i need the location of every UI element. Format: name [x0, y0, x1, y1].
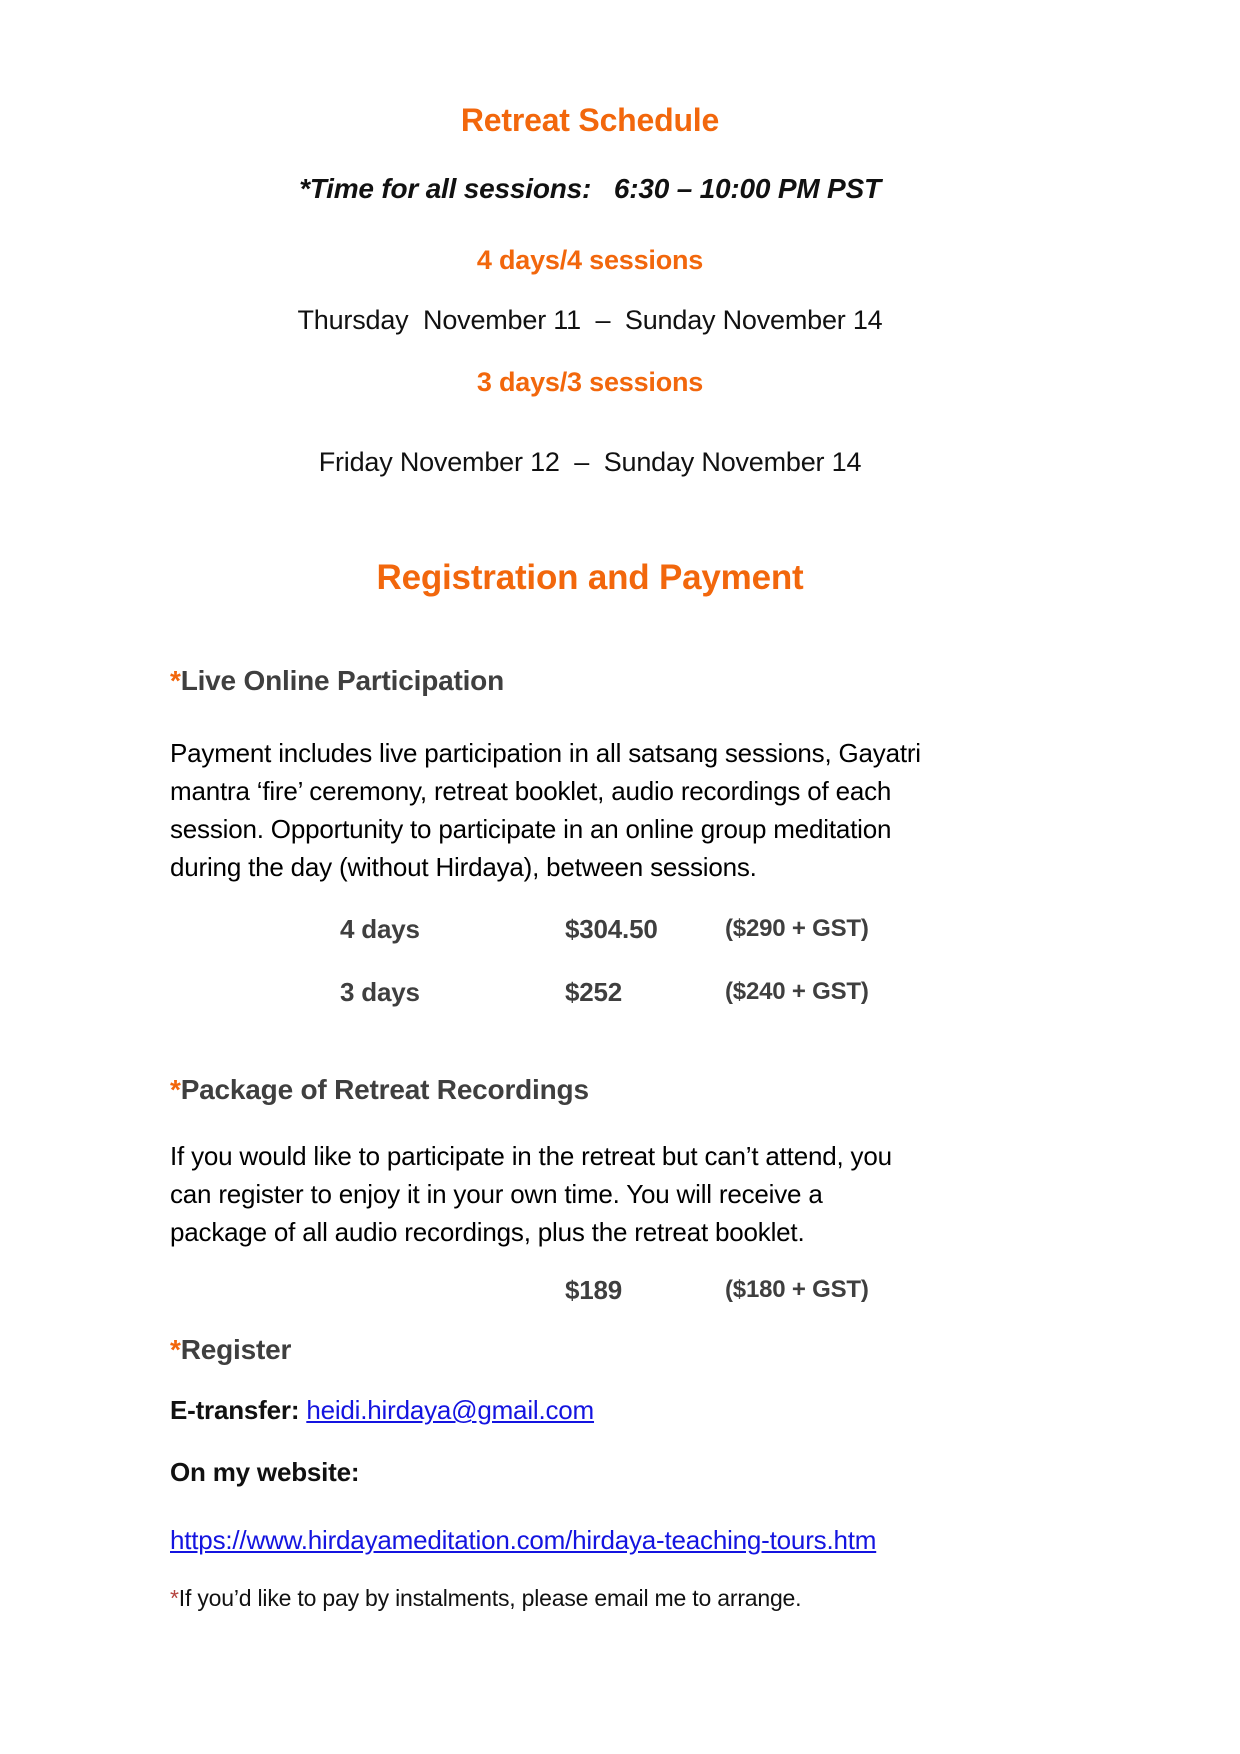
- price-row-3-days: [340, 975, 1010, 1009]
- package-recordings-label: Package of Retreat Recordings: [180, 1074, 589, 1105]
- session-time-note: *Time for all sessions: 6:30 – 10:00 PM PST: [299, 173, 881, 204]
- website-label: On my website:: [170, 1457, 360, 1487]
- asterisk-marker: *: [170, 1074, 181, 1105]
- website-url-link[interactable]: https://www.hirdayameditation.com/hirdaya-teaching-tours.htm: [170, 1525, 877, 1555]
- option-4-days-label: 4 days/4 sessions: [476, 245, 704, 275]
- registration-payment-title: Registration and Payment: [376, 558, 804, 597]
- price-row-recordings: [340, 1273, 1010, 1307]
- price-note: ($290 + GST): [725, 915, 869, 942]
- price-label: 4 days: [340, 914, 420, 944]
- instalments-text: If you’d like to pay by instalments, please email me to arrange.: [178, 1585, 802, 1611]
- paragraph-line: package of all audio recordings, plus the retreat booklet.: [170, 1217, 805, 1247]
- recordings-paragraph: [170, 1137, 1010, 1251]
- asterisk-marker: *: [170, 665, 181, 696]
- paragraph-line: can register to enjoy it in your own time. You will receive a: [170, 1179, 823, 1209]
- option-4-days-dates: Thursday November 11 – Sunday November 14: [297, 305, 883, 335]
- website-url-line: [170, 1523, 1010, 1557]
- etransfer-email-link[interactable]: heidi.hirdaya@gmail.com: [306, 1395, 595, 1425]
- price-amount: $189: [565, 1275, 623, 1305]
- price-row-4-days: [340, 912, 1010, 946]
- live-online-participation-label: Live Online Participation: [180, 665, 504, 696]
- price-label: [340, 1273, 565, 1307]
- live-participation-paragraph: [170, 734, 1010, 886]
- paragraph-line: Payment includes live participation in all satsang sessions, Gayatri: [170, 738, 921, 768]
- document-content: [170, 0, 1010, 1613]
- price-note: ($240 + GST): [725, 978, 869, 1005]
- instalments-note: [170, 1583, 1010, 1613]
- paragraph-line: session. Opportunity to participate in an online group meditation: [170, 814, 892, 844]
- live-online-participation-heading: [170, 664, 1010, 698]
- price-label: 3 days: [340, 977, 420, 1007]
- price-note: ($180 + GST): [725, 1276, 869, 1303]
- option-3-days-dates: Friday November 12 – Sunday November 14: [318, 447, 862, 477]
- paragraph-line: If you would like to participate in the retreat but can’t attend, you: [170, 1141, 892, 1171]
- option-3-days-label: 3 days/3 sessions: [476, 367, 704, 397]
- register-label: Register: [180, 1334, 292, 1365]
- price-amount: $252: [565, 977, 623, 1007]
- paragraph-line: during the day (without Hirdaya), between sessions.: [170, 852, 757, 882]
- etransfer-line: [170, 1393, 1010, 1427]
- asterisk-marker: *: [170, 1334, 181, 1365]
- price-amount: $304.50: [565, 914, 658, 944]
- package-recordings-heading: [170, 1073, 1010, 1107]
- asterisk-marker: *: [170, 1585, 179, 1611]
- etransfer-label: E-transfer:: [170, 1395, 300, 1425]
- register-heading: [170, 1333, 1010, 1367]
- retreat-schedule-title: Retreat Schedule: [460, 102, 720, 138]
- paragraph-line: mantra ‘fire’ ceremony, retreat booklet, audio recordings of each: [170, 776, 892, 806]
